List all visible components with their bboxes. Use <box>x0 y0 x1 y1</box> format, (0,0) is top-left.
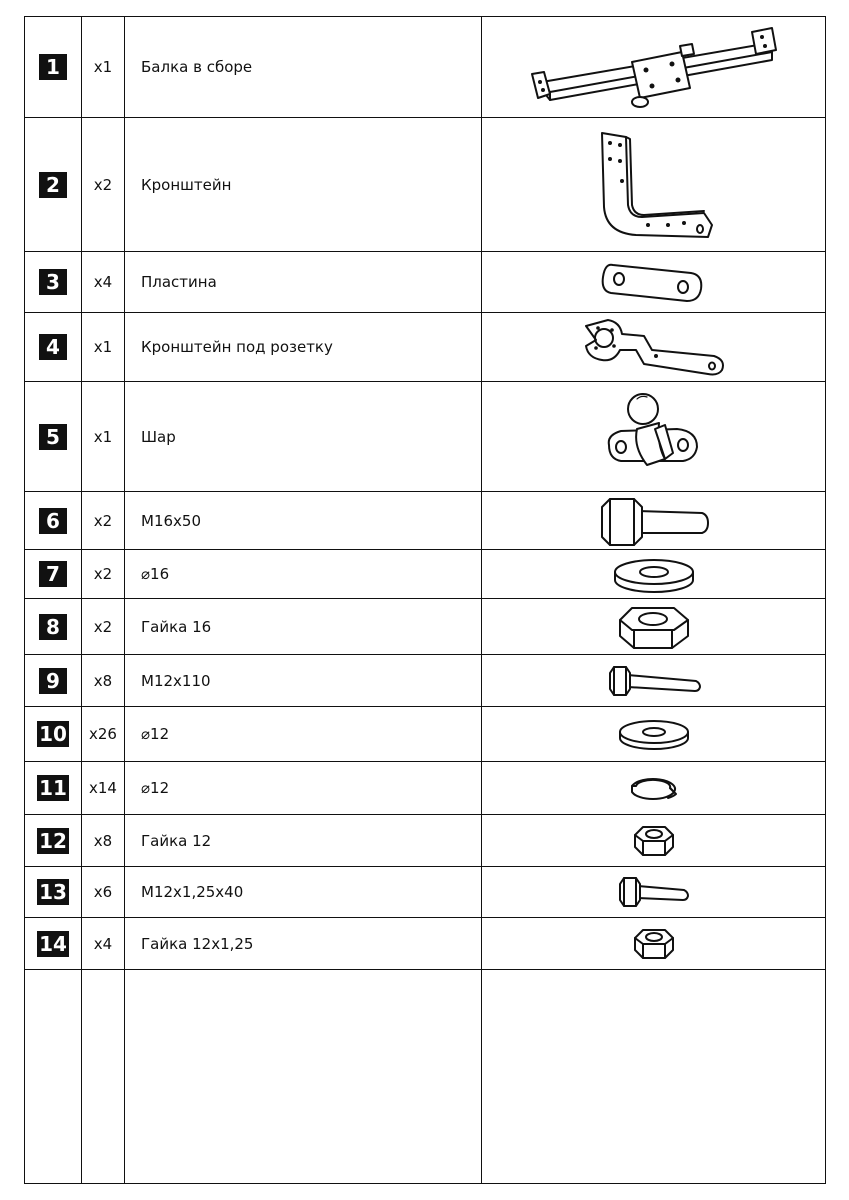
part-row <box>25 815 826 867</box>
part-number: 3 <box>39 269 67 295</box>
part-name: Шар <box>141 427 176 446</box>
part-row <box>25 550 826 599</box>
part-row <box>25 707 826 762</box>
parts-table <box>24 16 826 1184</box>
part-name: Кронштейн <box>141 175 232 194</box>
washer-large-icon <box>482 550 826 599</box>
part-row <box>25 382 826 492</box>
part-name: ⌀16 <box>141 565 170 583</box>
part-quantity: x26 <box>82 707 125 762</box>
part-name: M12x1,25x40 <box>141 883 244 901</box>
part-quantity: x4 <box>82 252 125 313</box>
part-name: ⌀12 <box>141 779 170 797</box>
part-row <box>25 492 826 550</box>
part-quantity: x8 <box>82 815 125 867</box>
part-name: ⌀12 <box>141 725 170 743</box>
part-number: 6 <box>39 508 67 534</box>
part-name: Балка в сборе <box>141 58 253 76</box>
bolt-medium-icon <box>482 867 826 918</box>
part-number: 4 <box>39 334 67 360</box>
part-name: Кронштейн под розетку <box>141 338 333 356</box>
part-row <box>25 17 826 118</box>
part-number: 14 <box>39 931 67 956</box>
part-number: 7 <box>39 561 67 587</box>
part-row <box>25 762 826 815</box>
part-quantity: x6 <box>82 867 125 918</box>
part-quantity: x14 <box>82 762 125 815</box>
part-number: 8 <box>39 614 67 640</box>
bolt-large-icon <box>482 492 826 550</box>
empty-row <box>25 970 826 1184</box>
part-quantity: x2 <box>82 599 125 655</box>
plate-icon <box>482 252 826 313</box>
part-quantity: x2 <box>82 118 125 252</box>
part-row <box>25 252 826 313</box>
part-row <box>25 655 826 707</box>
part-row <box>25 313 826 382</box>
part-quantity: x2 <box>82 492 125 550</box>
part-name: Гайка 12x1,25 <box>141 934 254 953</box>
part-row <box>25 867 826 918</box>
hitch-beam-assembly-icon <box>482 17 826 118</box>
nut-small-icon <box>482 815 826 867</box>
part-number: 10 <box>39 722 67 746</box>
part-quantity: x1 <box>82 313 125 382</box>
part-quantity: x2 <box>82 550 125 599</box>
part-number: 13 <box>39 880 67 904</box>
bolt-long-icon <box>482 655 826 707</box>
spring-washer-icon <box>482 762 826 815</box>
part-row <box>25 599 826 655</box>
washer-flat-icon <box>482 707 826 762</box>
socket-bracket-icon <box>482 313 826 382</box>
part-name: M16x50 <box>141 511 201 530</box>
nut-large-icon <box>482 599 826 655</box>
part-quantity: x8 <box>82 655 125 707</box>
part-quantity: x4 <box>82 918 125 970</box>
part-row <box>25 118 826 252</box>
part-number: 11 <box>39 776 67 800</box>
l-bracket-icon <box>482 118 826 252</box>
part-name: Пластина <box>141 273 217 291</box>
nut-fine-icon <box>482 918 826 970</box>
part-name: M12x110 <box>141 671 211 690</box>
part-number: 9 <box>39 668 67 694</box>
part-number: 12 <box>39 828 67 853</box>
part-name: Гайка 16 <box>141 617 212 636</box>
tow-ball-icon <box>482 382 826 492</box>
part-number: 5 <box>39 424 67 450</box>
part-row <box>25 918 826 970</box>
part-quantity: x1 <box>82 17 125 118</box>
part-number: 2 <box>39 172 67 198</box>
part-name: Гайка 12 <box>141 831 212 850</box>
part-quantity: x1 <box>82 382 125 492</box>
part-number: 1 <box>39 54 67 80</box>
